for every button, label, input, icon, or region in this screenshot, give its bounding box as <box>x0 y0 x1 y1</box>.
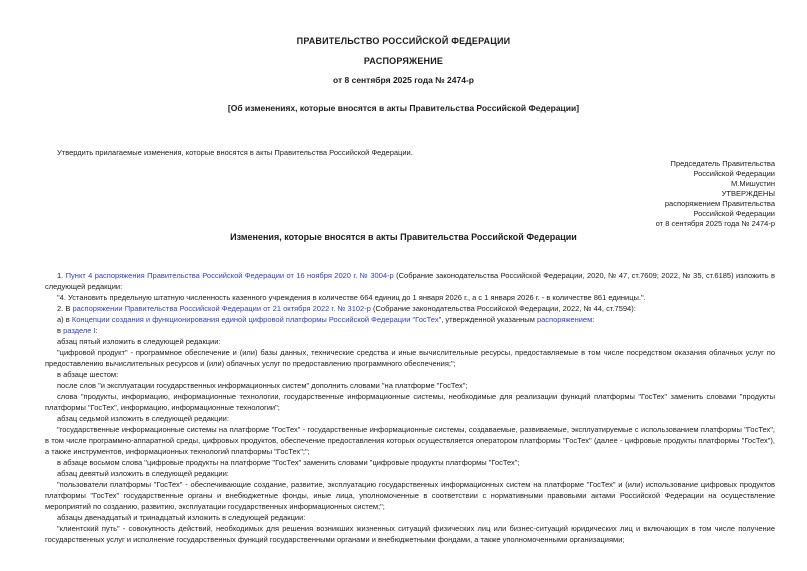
text-segment: 2. В <box>57 304 73 313</box>
body-paragraph <box>45 270 775 292</box>
body-paragraph <box>45 512 775 523</box>
body-paragraph <box>45 413 775 424</box>
signature-line: Председатель Правительства <box>670 159 775 168</box>
text-segment: 1. <box>57 271 66 280</box>
text-segment: в <box>57 326 64 335</box>
body-paragraph <box>45 479 775 512</box>
document-link[interactable]: распоряжением <box>536 315 593 324</box>
annex-title: Изменения, которые вносятся в акты Правительства Российской Федерации <box>230 232 577 242</box>
document-authority: ПРАВИТЕЛЬСТВО РОССИЙСКОЙ ФЕДЕРАЦИИ <box>296 36 511 46</box>
text-segment: а) в <box>57 315 72 324</box>
signature-line: Российской Федерации <box>693 209 775 218</box>
text-segment: , утвержденной указанным <box>441 315 537 324</box>
signature-line: УТВЕРЖДЕНЫ <box>721 189 775 198</box>
body-paragraph <box>45 292 775 303</box>
document-link[interactable]: распоряжении Правительства Российской Федерации от 21 октября 2022 г. № 3102-р <box>72 304 371 313</box>
text-segment: абзац девятый изложить в следующей редакции: <box>57 469 229 478</box>
text-segment: абзац пятый изложить в следующей редакции: <box>57 337 221 346</box>
signature-line: распоряжением Правительства <box>664 199 775 208</box>
body-paragraph <box>45 325 775 336</box>
text-segment: (Собрание законодательства Российской Федерации, 2020, № 47, ст.7609; 2022, № 35, ст.6185) изложить в следующей редакции: <box>45 271 776 291</box>
text-segment: (Собрание законодательства Российской Федерации, 2022, № 44, ст.7594): <box>370 304 636 313</box>
body-paragraph <box>45 303 775 314</box>
text-segment: абзац седьмой изложить в следующей редакции: <box>57 414 229 423</box>
body-paragraph <box>45 424 775 457</box>
signature-line: М.Мишустин <box>731 179 775 188</box>
body-paragraph <box>45 347 775 369</box>
body-paragraph <box>45 391 775 413</box>
text-segment: "цифровой продукт" - программное обеспечение и (или) базы данных, технические средства и иные вычислительные ресурсы, предоставляемые в том числе посредством оказания облачных услуг по предоставлению вычислительных ресурсов и (или) облачных услуг по предоставлению программного обеспечения;"; <box>45 348 775 368</box>
text-segment: слова "продукты, информацию, информационные технологии, государственные информационные системы, необходимые для реализации функций платформы "ГосТех" заменить словами "продукты платформы "ГосТех", информацию, информационные технологии"; <box>45 392 775 412</box>
signature-block <box>0 159 775 229</box>
document-body <box>45 270 775 545</box>
body-paragraph <box>45 369 775 380</box>
text-segment: в абзаце восьмом слова "цифровые продукты на платформе "ГосТех" заменить словами "цифровые продукты платформы "ГосТех"; <box>57 458 520 467</box>
text-segment: "государственные информационные системы на платформе "ГосТех" - государственные информационные системы, создаваемые, развиваемые, эксплуатируемые с использованием платформы "ГосТех", в том числе программно-аппаратной среды, цифровых продуктов, обеспечение предоставления которых осуществляется оператором платформы "ГосТех" (далее - цифровые продукты платформы "ГосТех"), а также инструментов, информационных технологий платформы "ГосТех";"; <box>45 425 775 456</box>
body-paragraph <box>45 523 775 545</box>
text-segment: "клиентский путь" - совокупность действий, необходимых для решения возникших жизненных ситуаций физических лиц или бизнес-ситуаций юридических лиц и включающих в том числе получение государственных услуг и исполнение государственных функций государственными органами и внебюджетными фондами, а также уполномоченными организациями; <box>45 524 775 544</box>
text-segment: : <box>95 326 98 335</box>
body-paragraph <box>45 336 775 347</box>
text-segment: "4. Установить предельную штатную численность казенного учреждения в количестве 664 единиц до 1 января 2026 г., а с 1 января 2026 г. - в количестве 861 единицы.". <box>57 293 646 302</box>
signature-line: Российской Федерации <box>693 169 775 178</box>
body-paragraph <box>45 457 775 468</box>
text-segment: абзацы двенадцатый и тринадцатый изложить в следующей редакции: <box>57 513 306 522</box>
body-paragraph <box>45 468 775 479</box>
body-paragraph <box>45 380 775 391</box>
body-paragraph <box>45 314 775 325</box>
document-subject: [Об изменениях, которые вносятся в акты Правительства Российской Федерации] <box>227 103 580 113</box>
document-link[interactable]: Пункт 4 распоряжения Правительства Российской Федерации от 16 ноября 2020 г. № 3004-р <box>65 271 394 280</box>
order-text: Утвердить прилагаемые изменения, которые вносятся в акты Правительства Российской Федерации. <box>57 148 413 157</box>
document-date-number: от 8 сентября 2025 года № 2474-р <box>333 75 474 85</box>
document-type: РАСПОРЯЖЕНИЕ <box>363 56 444 66</box>
text-segment: : <box>592 315 595 324</box>
text-segment: "пользователи платформы "ГосТех" - обеспечивающие создание, развитие, эксплуатацию государственных информационных систем на платформе "ГосТех" и (или) использование цифровых продуктов платформы "ГосТех" государственные органы и внебюджетные фонды, иные лица, уполномоченные в соответствии с нормативными правовыми актами Российской Федерации на осуществление мероприятий по созданию, развитию, эксплуатации государственных информационных систем;"; <box>45 480 775 511</box>
document-link[interactable]: Концепции создания и функционирования единой цифровой платформы Российской Федерации "ГосТех" <box>71 315 442 324</box>
signature-line: от 8 сентября 2025 года № 2474-р <box>655 219 775 228</box>
text-segment: в абзаце шестом: <box>57 370 119 379</box>
text-segment: после слов "и эксплуатации государственных информационных систем" дополнить словами "на платформе "ГосТех"; <box>57 381 468 390</box>
document-link[interactable]: разделе I <box>63 326 96 335</box>
